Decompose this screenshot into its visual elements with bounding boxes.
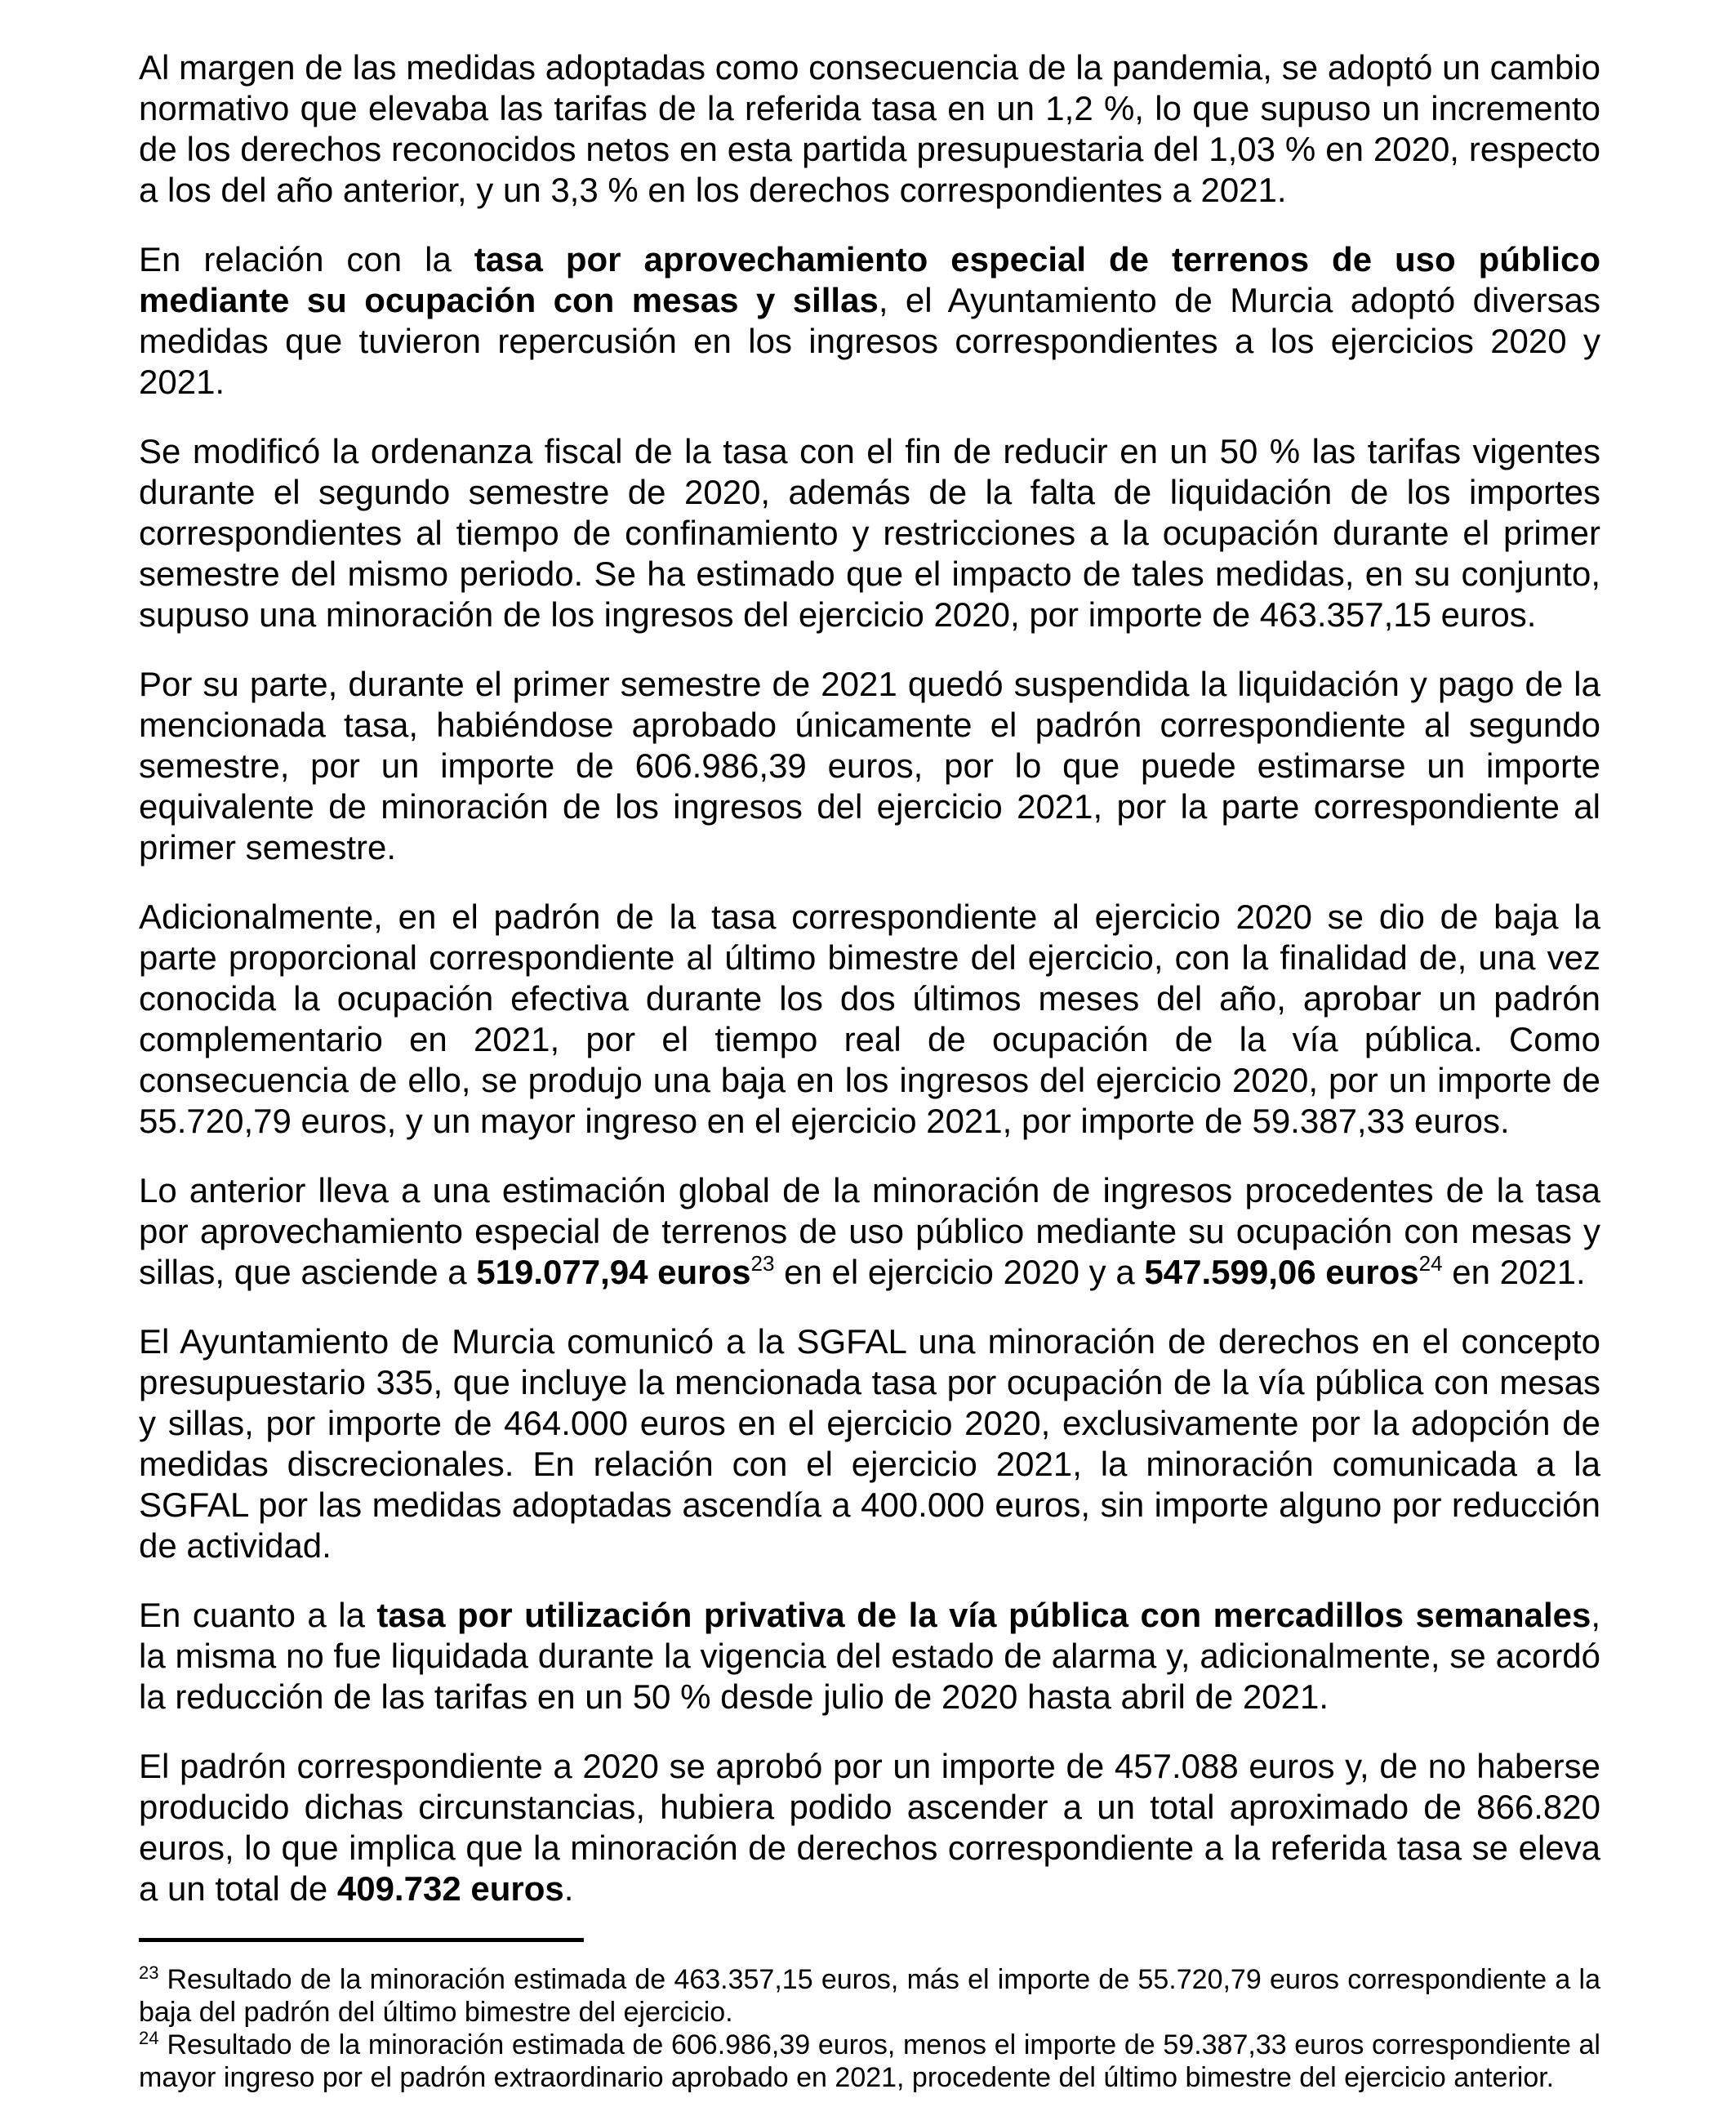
footnote bbox=[139, 1963, 1600, 2029]
text-run: En relación con la bbox=[139, 240, 474, 278]
paragraph bbox=[139, 239, 1600, 403]
footnote-text: Resultado de la minoración estimada de 463.357,15 euros, más el importe de 55.720,79 euros correspondiente a la baja del padrón del último bimestre del ejercicio. bbox=[139, 1964, 1600, 2028]
paragraph bbox=[139, 431, 1600, 635]
footnote-ref: 24 bbox=[1418, 1251, 1443, 1276]
bold-text-run: 519.077,94 euros bbox=[476, 1253, 751, 1291]
footnote bbox=[139, 2029, 1600, 2094]
paragraph bbox=[139, 47, 1600, 211]
text-run: El padrón correspondiente a 2020 se aprobó por un importe de 457.088 euros y, de no haberse producido dichas circunstancias, hubiera podido ascender a un total aproximado de 866.820 euros, lo que implica que la minoración de derechos correspondiente a la referida tasa se eleva a un total de bbox=[139, 1747, 1600, 1908]
text-run: Al margen de las medidas adoptadas como consecuencia de la pandemia, se adoptó un cambio normativo que elevaba las tarifas de la referida tasa en un 1,2 %, lo que supuso un incremento de los derechos reconocidos netos en esta partida presupuestaria del 1,03 % en 2020, respecto a los del año anterior, y un 3,3 % en los derechos correspondientes a 2021. bbox=[139, 48, 1600, 209]
footnote-text: Resultado de la minoración estimada de 606.986,39 euros, menos el importe de 59.387,33 euros correspondiente al mayor ingreso por el padrón extraordinario aprobado en 2021, procedente del último bimestre del ejercicio anterior. bbox=[139, 2029, 1600, 2093]
paragraph bbox=[139, 1746, 1600, 1909]
text-run: , el Ayuntamiento de Murcia adoptó diversas medidas que tuvieron repercusión en los ingresos correspondientes a los ejercicios 2020 y 2021. bbox=[139, 281, 1600, 401]
bold-text-run: tasa por aprovechamiento especial de terrenos de uso público mediante su ocupación con mesas y sillas bbox=[139, 240, 1600, 319]
footnote-separator bbox=[139, 1938, 584, 1942]
bold-text-run: 409.732 euros bbox=[336, 1869, 564, 1908]
paragraph bbox=[139, 1321, 1600, 1566]
text-run: en el ejercicio 2020 y a bbox=[774, 1253, 1145, 1291]
document-body bbox=[139, 47, 1600, 1938]
paragraph bbox=[139, 1595, 1600, 1717]
bold-text-run: tasa por utilización privativa de la vía pública con mercadillos semanales bbox=[376, 1596, 1591, 1634]
footnote-marker: 24 bbox=[139, 2028, 159, 2048]
text-run: Adicionalmente, en el padrón de la tasa correspondiente al ejercicio 2020 se dio de baja la parte proporcional correspondiente al último bimestre del ejercicio, con la finalidad de, una vez conocida la ocupación efectiva durante los dos últimos meses del año, aprobar un padrón complementario en 2021, por el tiempo real de ocupación de la vía pública. Como consecuencia de ello, se produjo una baja en los ingresos del ejercicio 2020, por un importe de 55.720,79 euros, y un mayor ingreso en el ejercicio 2021, por importe de 59.387,33 euros. bbox=[139, 898, 1600, 1140]
text-run: . bbox=[563, 1869, 574, 1908]
text-run: El Ayuntamiento de Murcia comunicó a la SGFAL una minoración de derechos en el concepto presupuestario 335, que incluye la mencionada tasa por ocupación de la vía pública con mesas y sillas, por importe de 464.000 euros en el ejercicio 2020, exclusivamente por la adopción de medidas discrecionales. En relación con el ejercicio 2021, la minoración comunicada a la SGFAL por las medidas adoptadas ascendía a 400.000 euros, sin importe alguno por reducción de actividad. bbox=[139, 1322, 1600, 1565]
footnote-marker: 23 bbox=[139, 1962, 159, 1983]
text-run: Se modificó la ordenanza fiscal de la tasa con el fin de reducir en un 50 % las tarifas vigentes durante el segundo semestre de 2020, además de la falta de liquidación de los importes correspondientes al tiempo de confinamiento y restricciones a la ocupación durante el primer semestre del mismo periodo. Se ha estimado que el impacto de tales medidas, en su conjunto, supuso una minoración de los ingresos del ejercicio 2020, por importe de 463.357,15 euros. bbox=[139, 432, 1600, 634]
footnote-ref: 23 bbox=[750, 1251, 775, 1276]
text-run: En cuanto a la bbox=[139, 1596, 377, 1634]
paragraph bbox=[139, 664, 1600, 868]
footnotes-section bbox=[139, 1938, 1600, 2107]
text-run: , la misma no fue liquidada durante la vigencia del estado de alarma y, adicionalmente, se acordó la reducción de las tarifas en un 50 % desde julio de 2020 hasta abril de 2021. bbox=[139, 1596, 1601, 1716]
paragraph bbox=[139, 1170, 1600, 1293]
text-run: Por su parte, durante el primer semestre de 2021 quedó suspendida la liquidación y pago de la mencionada tasa, habiéndose aprobado únicamente el padrón correspondiente al segundo semestre, por un importe de 606.986,39 euros, por lo que puede estimarse un importe equivalente de minoración de los ingresos del ejercicio 2021, por la parte correspondiente al primer semestre. bbox=[139, 665, 1600, 866]
text-run: en 2021. bbox=[1442, 1253, 1586, 1291]
bold-text-run: 547.599,06 euros bbox=[1144, 1253, 1419, 1291]
footnotes-list bbox=[139, 1963, 1600, 2094]
text-run: Lo anterior lleva a una estimación global de la minoración de ingresos procedentes de la tasa por aprovechamiento especial de terrenos de uso público mediante su ocupación con mesas y sillas, que asciende a bbox=[139, 1171, 1600, 1291]
paragraph bbox=[139, 897, 1600, 1142]
